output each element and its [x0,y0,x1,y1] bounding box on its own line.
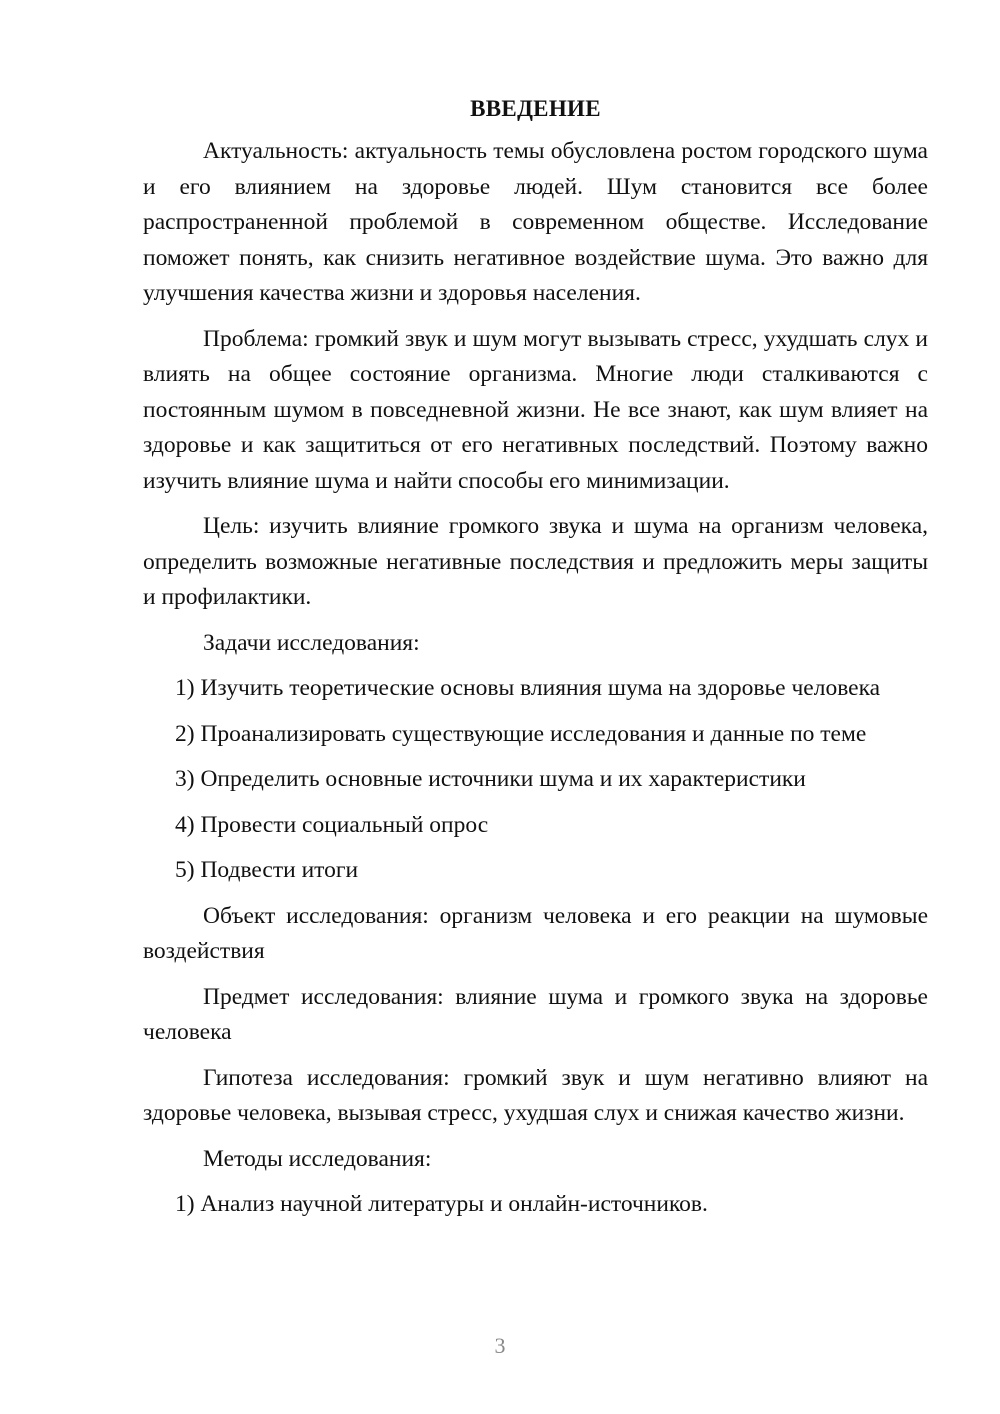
list-item: 1) Изучить теоретические основы влияния шума на здоровье человека [175,675,881,701]
methods-heading: Методы исследования: [203,1145,432,1172]
list-item: 1) Анализ научной литературы и онлайн-источников. [175,1191,708,1217]
goal-paragraph: Цель: изучить влияние громкого звука и шума на организм человека, определить возможные негативные последствия и предложить меры защиты и профилактики. [143,513,928,610]
tasks-heading: Задачи исследования: [203,629,420,656]
list-item: 2) Проанализировать существующие исследования и данные по теме [175,720,867,747]
hypothesis-paragraph: Гипотеза исследования: громкий звук и шум негативно влияют на здоровье человека, вызывая стресс, ухудшая слух и снижая качество жизни. [143,1064,928,1126]
subject-paragraph: Предмет исследования: влияние шума и громкого звука на здоровье человека [143,983,928,1045]
page-number: 3 [494,1333,506,1358]
problem-paragraph: Проблема: громкий звук и шум могут вызывать стресс, ухудшать слух и влиять на общее состояние организма. Многие люди сталкиваются с постоянным шумом в повседневной жизни. Не все знают, как шум влияет на здоровье и как защититься от его негативных последствий. Поэтому важно изучить влияние шума и найти способы его минимизации. [143,325,928,494]
object-paragraph: Объект исследования: организм человека и его реакции на шумовые воздействия [143,902,928,964]
list-item: 3) Определить основные источники шума и их характеристики [175,766,806,792]
list-item: 4) Провести социальный опрос [175,811,489,838]
methods-list [143,1187,928,1223]
tasks-list [143,671,928,889]
page-title: ВВЕДЕНИЕ [470,96,601,121]
relevance-paragraph: Актуальность: актуальность темы обусловлена ростом городского шума и его влиянием на здоровье людей. Шум становится все более распространенной проблемой в современном обществе. Исследование поможет понять, как снизить негативное воздействие шума. Это важно для улучшения качества жизни и здоровья населения. [143,138,928,306]
list-item: 5) Подвести итоги [175,857,359,883]
page-content [143,94,928,1223]
